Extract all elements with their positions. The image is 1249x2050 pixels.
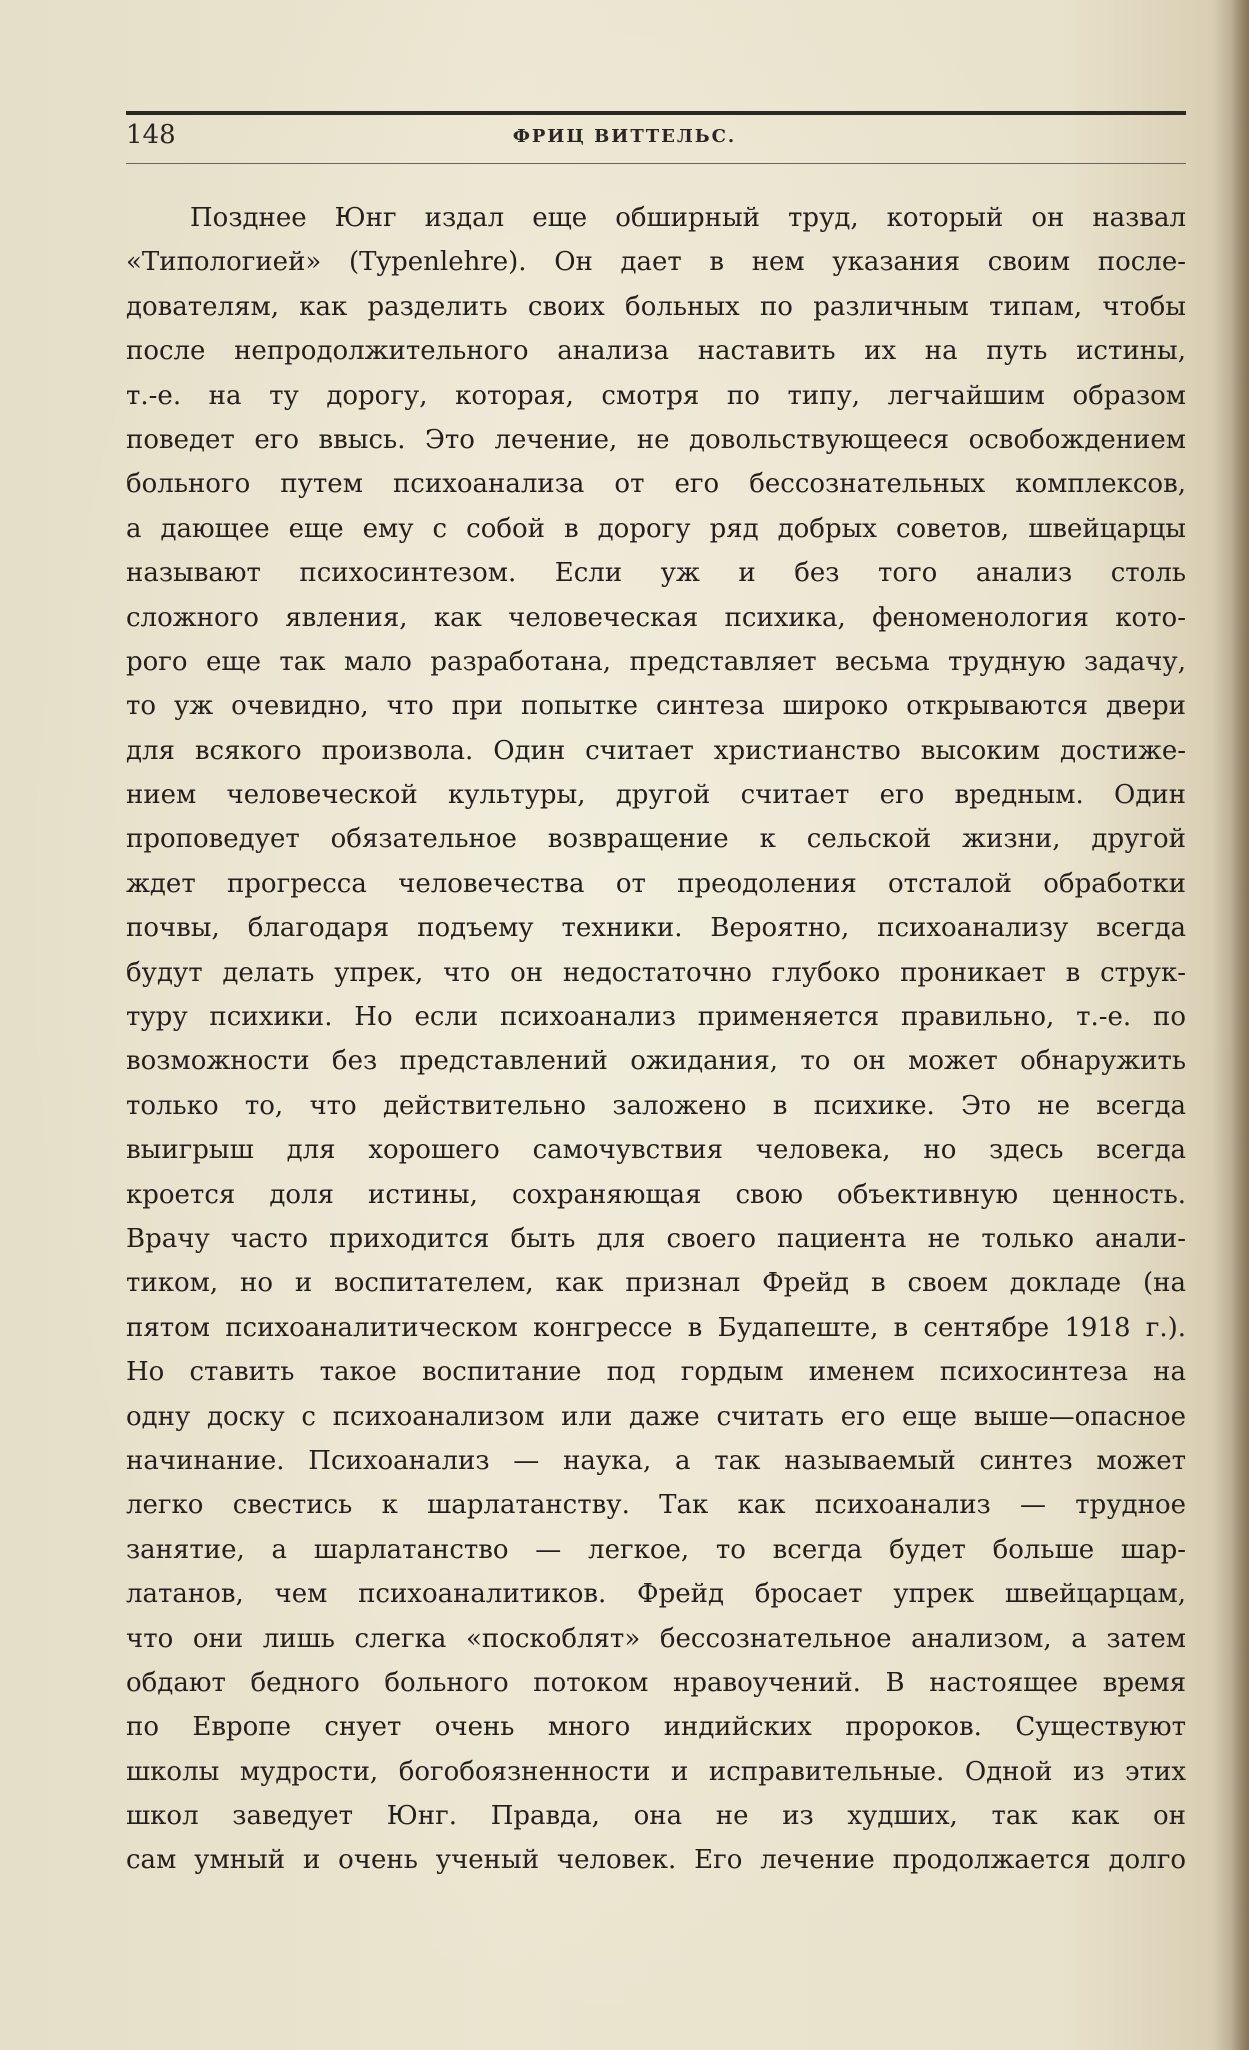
- text-line: выигрыш для хорошего самочувствия человека, но здесь всегда: [126, 1135, 1186, 1166]
- text-line: латанов, чем психоаналитиков. Фрейд бросает упрек швейцарцам,: [126, 1579, 1186, 1610]
- text-line: поведет его ввысь. Это лечение, не довольствующееся освобождением: [126, 424, 1186, 455]
- text-line: обдают бедного больного потоком нравоучений. В настоящее время: [126, 1667, 1186, 1698]
- text-line: легко свестись к шарлатанству. Так как психоанализ — трудное: [126, 1490, 1186, 1521]
- text-line: только то, что действительно заложено в психике. Это не всегда: [126, 1090, 1186, 1121]
- text-line: будут делать упрек, что он недостаточно глубоко проникает в струк-: [126, 957, 1186, 988]
- text-line: дователям, как разделить своих больных по различным типам, чтобы: [126, 291, 1186, 322]
- header-underline: [126, 163, 1186, 164]
- text-line: нием человеческой культуры, другой считает его вредным. Один: [126, 780, 1186, 811]
- text-line: что они лишь слегка «поскоблят» бессознательное анализом, а затем: [126, 1623, 1186, 1654]
- text-line: возможности без представлений ожидания, то он может обнаружить: [126, 1046, 1186, 1077]
- text-line: туру психики. Но если психоанализ применяется правильно, т.-е. по: [126, 1002, 1186, 1033]
- text-line: Но ставить такое воспитание под гордым именем психосинтеза на: [126, 1357, 1186, 1388]
- text-line: для всякого произвола. Один считает христианство высоким достиже-: [126, 735, 1186, 766]
- text-line: ждет прогресса человечества от преодоления отсталой обработки: [126, 868, 1186, 899]
- text-line: Позднее Юнг издал еще обширный труд, который он назвал: [190, 203, 1186, 233]
- text-line: по Европе снует очень много индийских пророков. Существуют: [126, 1712, 1186, 1743]
- text-line: то уж очевидно, что при попытке синтеза широко открываются двери: [126, 691, 1186, 722]
- text-line: одну доску с психоанализом или даже считать его еще выше—опасное: [126, 1401, 1186, 1432]
- text-line: больного путем психоанализа от его бессознательных комплексов,: [126, 469, 1186, 500]
- text-line: занятие, а шарлатанство — легкое, то всегда будет больше шар-: [126, 1534, 1186, 1565]
- text-line: рого еще так мало разработана, представляет весьма трудную задачу,: [126, 646, 1186, 677]
- text-line: Врачу часто приходится быть для своего пациента не только анали-: [126, 1223, 1186, 1254]
- text-line: тиком, но и воспитателем, как признал Фрейд в своем докладе (на: [126, 1268, 1186, 1299]
- text-line: кроется доля истины, сохраняющая свою объективную ценность.: [126, 1179, 1186, 1210]
- text-line: сложного явления, как человеческая психика, феноменология кото-: [126, 602, 1186, 633]
- text-line: называют психосинтезом. Если уж и без того анализ столь: [126, 558, 1186, 589]
- text-line: «Типологией» (Typenlehre). Он дает в нем указания своим после-: [126, 247, 1186, 278]
- header-rule: [126, 111, 1186, 115]
- text-line: сам умный и очень ученый человек. Его лечение продолжается долго: [126, 1845, 1186, 1876]
- body-text: [126, 196, 1186, 1883]
- text-line: школы мудрости, богобоязненности и исправительные. Одной из этих: [126, 1756, 1186, 1787]
- text-line: школ заведует Юнг. Правда, она не из худших, так как он: [126, 1801, 1186, 1832]
- text-line: а дающее еще ему с собой в дорогу ряд добрых советов, швейцарцы: [126, 513, 1186, 544]
- text-line: после непродолжительного анализа наставить их на путь истины,: [126, 336, 1186, 367]
- text-line: т.-е. на ту дорогу, которая, смотря по типу, легчайшим образом: [126, 380, 1186, 411]
- text-line: проповедует обязательное возвращение к сельской жизни, другой: [126, 824, 1186, 855]
- text-line: пятом психоаналитическом конгрессе в Будапеште, в сентябре 1918 г.).: [126, 1312, 1186, 1343]
- page-number: 148: [126, 120, 176, 150]
- running-title: ФРИЦ ВИТТЕЛЬС.: [512, 126, 737, 147]
- text-line: начинание. Психоанализ — наука, а так называемый синтез может: [126, 1445, 1186, 1476]
- text-line: почвы, благодаря подъему техники. Вероятно, психоанализу всегда: [126, 913, 1186, 944]
